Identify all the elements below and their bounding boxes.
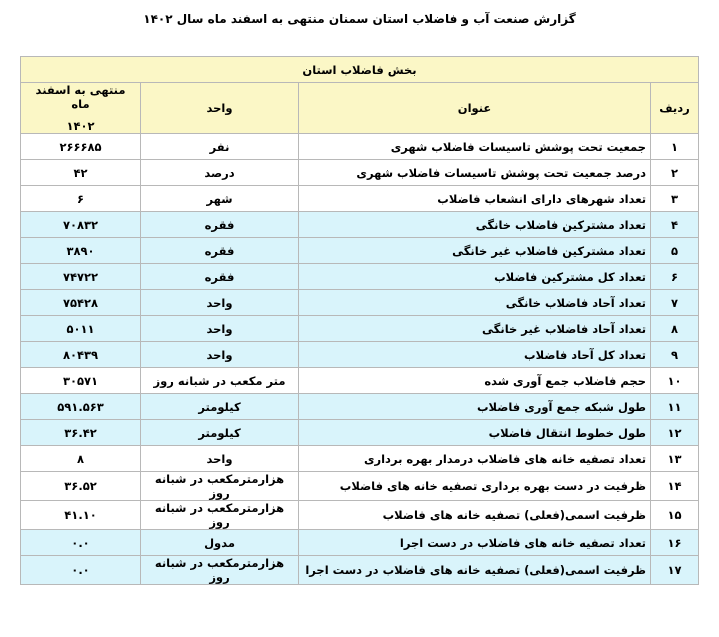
table-row: [21, 264, 699, 290]
row-title: تعداد مشترکین فاضلاب غیر خانگی: [299, 238, 651, 264]
table-row: [21, 186, 699, 212]
table-row: [21, 556, 699, 585]
row-title: طول شبکه جمع آوری فاضلاب: [299, 394, 651, 420]
column-header-radif: ردیف: [651, 83, 699, 134]
row-value: ۶: [21, 186, 141, 212]
row-title: طول خطوط انتقال فاضلاب: [299, 420, 651, 446]
row-number: ۳: [651, 186, 699, 212]
row-unit: واحد: [141, 316, 299, 342]
row-value: ۸: [21, 446, 141, 472]
row-unit: فقره: [141, 264, 299, 290]
row-number: ۶: [651, 264, 699, 290]
table-row: [21, 420, 699, 446]
column-header-unit: واحد: [141, 83, 299, 134]
row-value: ۴۲: [21, 160, 141, 186]
row-unit: کیلومتر: [141, 394, 299, 420]
row-unit: واحد: [141, 342, 299, 368]
table-row: [21, 238, 699, 264]
table-row: [21, 134, 699, 160]
row-number: ۸: [651, 316, 699, 342]
row-unit: کیلومتر: [141, 420, 299, 446]
row-number: ۱۲: [651, 420, 699, 446]
column-header-value: [21, 83, 141, 134]
table-row: [21, 446, 699, 472]
row-value: ۳۰۵۷۱: [21, 368, 141, 394]
row-number: ۱: [651, 134, 699, 160]
row-value: ۷۰۸۳۲: [21, 212, 141, 238]
row-value: ۷۵۴۲۸: [21, 290, 141, 316]
row-value: ۳۸۹۰: [21, 238, 141, 264]
row-unit: هزارمترمکعب در شبانه روز: [141, 472, 299, 501]
row-title: تعداد کل آحاد فاضلاب: [299, 342, 651, 368]
row-value: ۸۰۴۳۹: [21, 342, 141, 368]
row-unit: هزارمترمکعب در شبانه روز: [141, 556, 299, 585]
row-unit: فقره: [141, 238, 299, 264]
row-value: ۳۶.۵۲: [21, 472, 141, 501]
row-unit: شهر: [141, 186, 299, 212]
row-number: ۱۶: [651, 530, 699, 556]
row-number: ۱۴: [651, 472, 699, 501]
row-unit: هزارمترمکعب در شبانه روز: [141, 501, 299, 530]
table-row: [21, 342, 699, 368]
row-number: ۱۳: [651, 446, 699, 472]
row-number: ۱۱: [651, 394, 699, 420]
row-unit: واحد: [141, 290, 299, 316]
table-row: [21, 530, 699, 556]
row-title: تعداد آحاد فاضلاب خانگی: [299, 290, 651, 316]
section-header: بخش فاضلاب استان: [21, 57, 699, 83]
row-value: ۵۹۱.۵۶۳: [21, 394, 141, 420]
row-value: ۵۰۱۱: [21, 316, 141, 342]
row-title: ظرفیت اسمی(فعلی) تصفیه خانه های فاضلاب: [299, 501, 651, 530]
row-number: ۹: [651, 342, 699, 368]
row-value: ۴۱.۱۰: [21, 501, 141, 530]
row-title: جمعیت تحت پوشش تاسیسات فاضلاب شهری: [299, 134, 651, 160]
row-title: تعداد شهرهای دارای انشعاب فاضلاب: [299, 186, 651, 212]
table-row: [21, 160, 699, 186]
row-title: تعداد کل مشترکین فاضلاب: [299, 264, 651, 290]
row-title: ظرفیت اسمی(فعلی) تصفیه خانه های فاضلاب در دست اجرا: [299, 556, 651, 585]
table-row: [21, 501, 699, 530]
row-unit: فقره: [141, 212, 299, 238]
row-number: ۲: [651, 160, 699, 186]
row-title: تعداد آحاد فاضلاب غیر خانگی: [299, 316, 651, 342]
row-title: ظرفیت در دست بهره برداری تصفیه خانه های فاضلاب: [299, 472, 651, 501]
wastewater-table: [20, 56, 699, 585]
table-row: [21, 212, 699, 238]
table-row: [21, 472, 699, 501]
row-number: ۷: [651, 290, 699, 316]
row-number: ۵: [651, 238, 699, 264]
row-value: ۰.۰: [21, 530, 141, 556]
row-value: ۰.۰: [21, 556, 141, 585]
row-value: ۲۶۶۶۸۵: [21, 134, 141, 160]
row-unit: متر مکعب در شبانه روز: [141, 368, 299, 394]
table-row: [21, 368, 699, 394]
table-row: [21, 290, 699, 316]
row-number: ۱۰: [651, 368, 699, 394]
row-value: ۷۴۷۲۲: [21, 264, 141, 290]
row-title: حجم فاضلاب جمع آوری شده: [299, 368, 651, 394]
row-unit: نفر: [141, 134, 299, 160]
report-title: گزارش صنعت آب و فاضلاب استان سمنان منتهی به اسفند ماه سال ۱۴۰۲: [143, 12, 576, 26]
row-unit: مدول: [141, 530, 299, 556]
row-number: ۱۷: [651, 556, 699, 585]
table-body: [21, 134, 699, 585]
row-title: تعداد تصفیه خانه های فاضلاب در دست اجرا: [299, 530, 651, 556]
table-row: [21, 316, 699, 342]
row-title: تعداد مشترکین فاضلاب خانگی: [299, 212, 651, 238]
table-row: [21, 394, 699, 420]
row-value: ۳۶.۴۲: [21, 420, 141, 446]
row-number: ۴: [651, 212, 699, 238]
column-header-title: عنوان: [299, 83, 651, 134]
row-title: درصد جمعیت تحت پوشش تاسیسات فاضلاب شهری: [299, 160, 651, 186]
row-unit: درصد: [141, 160, 299, 186]
column-header-value-line1: منتهی به اسفند ماه: [35, 83, 126, 111]
column-header-value-line2: ۱۴۰۲: [66, 119, 95, 133]
row-unit: واحد: [141, 446, 299, 472]
row-title: تعداد تصفیه خانه های فاضلاب درمدار بهره برداری: [299, 446, 651, 472]
row-number: ۱۵: [651, 501, 699, 530]
